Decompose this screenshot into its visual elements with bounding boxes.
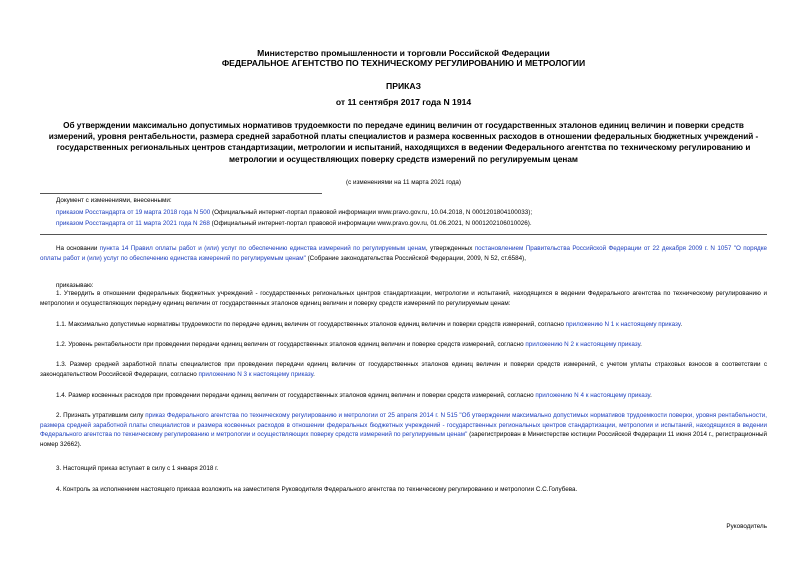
- paragraph-1-4: 1.4. Размер косвенных расходов при проведении передачи единиц величин от государственных эталонов единиц величин и поверки средств измерений, согласно приложению N 4 к настоящему приказу.: [56, 392, 652, 399]
- paragraph-basis: На основании пункта 14 Правил оплаты работ и (или) услуг по обеспечению единства измерений по регулируемым ценам, утвержденных постановлением Правительства Российской Федерации от 22 декабря 2009 г. N 1057 "О порядке оплаты работ и (или) услуг по обеспечению единства измерений по регулируемым ценам" (Собрание законодательства Российской Федерации, 2009, N 52, ст.6584),: [40, 245, 768, 262]
- appendix-1-link[interactable]: приложению N 1 к настоящему приказу: [565, 321, 681, 328]
- repealed-order-link[interactable]: приказ Федерального агентства по техническому регулированию и метрологии от 25 апреля 2014 г. N 515 "Об утверждении максимально допустимых нормативов трудоемкости поверки, уровня рентабельности, размера средней заработной платы специалистов и размера косвенных расходов в отношении федеральных бюджетных учреждений - государственных региональных центров стандартизации, метрологии и испытаний, находящихся в ведении Федерального агентства по техническому регулированию и метрологии и осуществляющих поверку средств измерений по регулируемым ценам": [40, 412, 767, 439]
- rules-link[interactable]: пункта 14 Правил оплаты работ и (или) услуг по обеспечению единства измерений по регулируемым ценам: [99, 245, 426, 252]
- divider-bottom: [40, 234, 767, 235]
- paragraph-1: 1. Утвердить в отношении федеральных бюджетных учреждений - государственных региональных центров стандартизации, метрологии и испытаний, находящихся в ведении Федерального агентства по техническому регулированию и метрологии и осуществляющих передачу единиц величин от государственных эталонов единиц величин и поверку средств измерений по регулируемым ценам:: [40, 290, 767, 307]
- changes-note: (с изменениями на 11 марта 2021 года): [345, 179, 462, 186]
- change-item-text: (Официальный интернет-портал правовой информации www.pravo.gov.ru, 10.04.2018, N 0001201804100033);: [210, 209, 533, 216]
- paragraph-1-1: 1.1. Максимально допустимые нормативы трудоемкости по передаче единиц величин от государственных эталонов единиц величин и поверки средств измерений, согласно приложению N 1 к настоящему приказу.: [56, 321, 683, 328]
- paragraph-4: 4. Контроль за исполнением настоящего приказа возложить на заместителя Руководителя Федерального агентства по техническому регулированию и метрологии С.С.Голубева.: [56, 486, 578, 493]
- appendix-2-link[interactable]: приложению N 2 к настоящему приказу: [525, 341, 641, 348]
- divider-top: [40, 193, 322, 194]
- paragraph-3: 3. Настоящий приказ вступает в силу с 1 января 2018 г.: [56, 465, 219, 472]
- signer-title: Руководитель: [726, 523, 767, 530]
- paragraph-1-3: 1.3. Размер средней заработной платы специалистов при проведении передачи единиц величин от государственных эталонов единиц величин и поверки средств измерений, с учетом уплаты страховых взносов в соответствии с законодательством Российской Федерации, согласно приложению N 3 к настоящему приказу.: [40, 361, 767, 378]
- paragraph-order: приказываю:: [56, 282, 94, 289]
- paragraph-2: 2. Признать утратившим силу приказ Федерального агентства по техническому регулированию и метрологии от 25 апреля 2014 г. N 515 "Об утверждении максимально допустимых нормативов трудоемкости поверки, уровня рентабельности, размера средней заработной платы специалистов и размера косвенных расходов в отношении федеральных бюджетных учреждений - государственных региональных центров стандартизации, метрологии и испытаний, находящихся в ведении Федерального агентства по техническому регулированию и метрологии и осуществляющих поверку средств измерений по регулируемым ценам" (зарегистрирован в Министерстве юстиции Российской Федерации 11 июня 2014 г., регистрационный номер 32662).: [40, 412, 767, 448]
- appendix-3-link[interactable]: приложению N 3 к настоящему приказу: [198, 370, 314, 378]
- change-item-text: (Официальный интернет-портал правовой информации www.pravo.gov.ru, 01.06.2021, N 0001202106010026).: [209, 220, 532, 227]
- document-date-number: от 11 сентября 2017 года N 1914: [335, 97, 472, 107]
- change-link-1[interactable]: приказом Росстандарта от 19 марта 2018 года N 500: [56, 209, 211, 216]
- change-link-2[interactable]: приказом Росстандарта от 11 марта 2021 года N 268: [56, 220, 210, 227]
- change-item: [56, 209, 532, 217]
- paragraph-1-2: 1.2. Уровень рентабельности при проведении передачи единиц величин от государственных эталонов единиц величин и поверке средств измерений, согласно приложению N 2 к настоящему приказу.: [56, 341, 642, 348]
- document-type: ПРИКАЗ: [386, 81, 421, 91]
- changes-heading: Документ с изменениями, внесенными:: [56, 197, 172, 204]
- agency-name: ФЕДЕРАЛЬНОЕ АГЕНТСТВО ПО ТЕХНИЧЕСКОМУ РЕГУЛИРОВАНИЮ И МЕТРОЛОГИИ: [221, 58, 586, 68]
- government-decree-link[interactable]: постановлением Правительства Российской Федерации от 22 декабря 2009 г. N 1057 "О порядке оплаты работ и (или) услуг по обеспечению единства измерений по регулируемым ценам": [40, 245, 768, 262]
- change-item: [56, 220, 532, 228]
- appendix-4-link[interactable]: приложению N 4 к настоящему приказу: [535, 392, 651, 399]
- ministry-name: Министерство промышленности и торговли Российской Федерации: [257, 48, 550, 58]
- document-title: Об утверждении максимально допустимых нормативов трудоемкости по передаче единиц величин от государственных эталонов единиц величин и поверки средств измерений, уровня рентабельности, размера средней заработной платы специалистов и размера косвенных расходов в отношении федеральных бюджетных учреждений - государственных региональных центров стандартизации, метрологии и испытаний, находящихся в ведении Федерального агентства по техническому регулированию и метрологии и осуществляющих поверку средств измерений по регулируемым ценам: [48, 121, 759, 164]
